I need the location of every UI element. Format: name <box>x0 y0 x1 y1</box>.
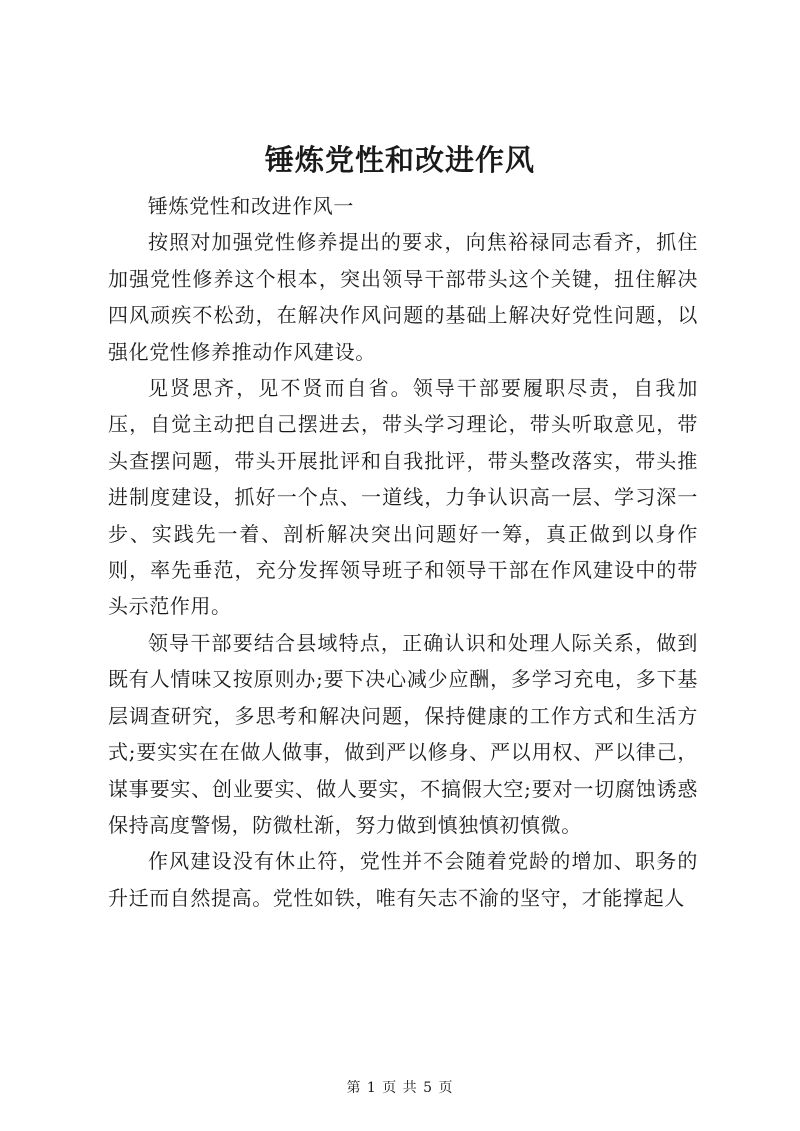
page-footer: 第 1 页 共 5 页 <box>346 1080 454 1096</box>
document-title: 锤炼党性和改进作风 <box>264 143 535 177</box>
paragraph-2: 见贤思齐，见不贤而自省。领导干部要履职尽责，自我加压，自觉主动把自己摆进去，带头学习理论，带头听取意见，带头查摆问题，带头开展批评和自我批评，带头整改落实，带头推进制度建设，抓好一个点、一道线，力争认识高一层、学习深一步、实践先一着、剖析解决突出问题好一筹，真正做到以身作则，率先垂范，充分发挥领导班子和领导干部在作风建设中的带头示范作用。 <box>108 376 698 619</box>
paragraph-3: 领导干部要结合县域特点，正确认识和处理人际关系，做到既有人情味又按原则办;要下决心减少应酬，多学习充电，多下基层调查研究，多思考和解决问题，保持健康的工作方式和生活方式;要实实在在做人做事，做到严以修身、严以用权、严以律己，谋事要实、创业要实、做人要实，不搞假大空;要对一切腐蚀诱惑保持高度警惕，防微杜渐，努力做到慎独慎初慎微。 <box>108 630 698 837</box>
paragraph-subtitle: 锤炼党性和改进作风一 <box>148 194 354 218</box>
paragraph-4: 作风建设没有休止符，党性并不会随着党龄的增加、职务的升迁而自然提高。党性如铁，唯有矢志不渝的坚守，才能撑起人 <box>108 849 698 910</box>
paragraph-1: 按照对加强党性修养提出的要求，向焦裕禄同志看齐，抓住加强党性修养这个根本，突出领导干部带头这个关键，扭住解决四风顽疾不松劲，在解决作风问题的基础上解决好党性问题，以强化党性修养推动作风建设。 <box>108 230 698 364</box>
document-body <box>108 188 698 916</box>
